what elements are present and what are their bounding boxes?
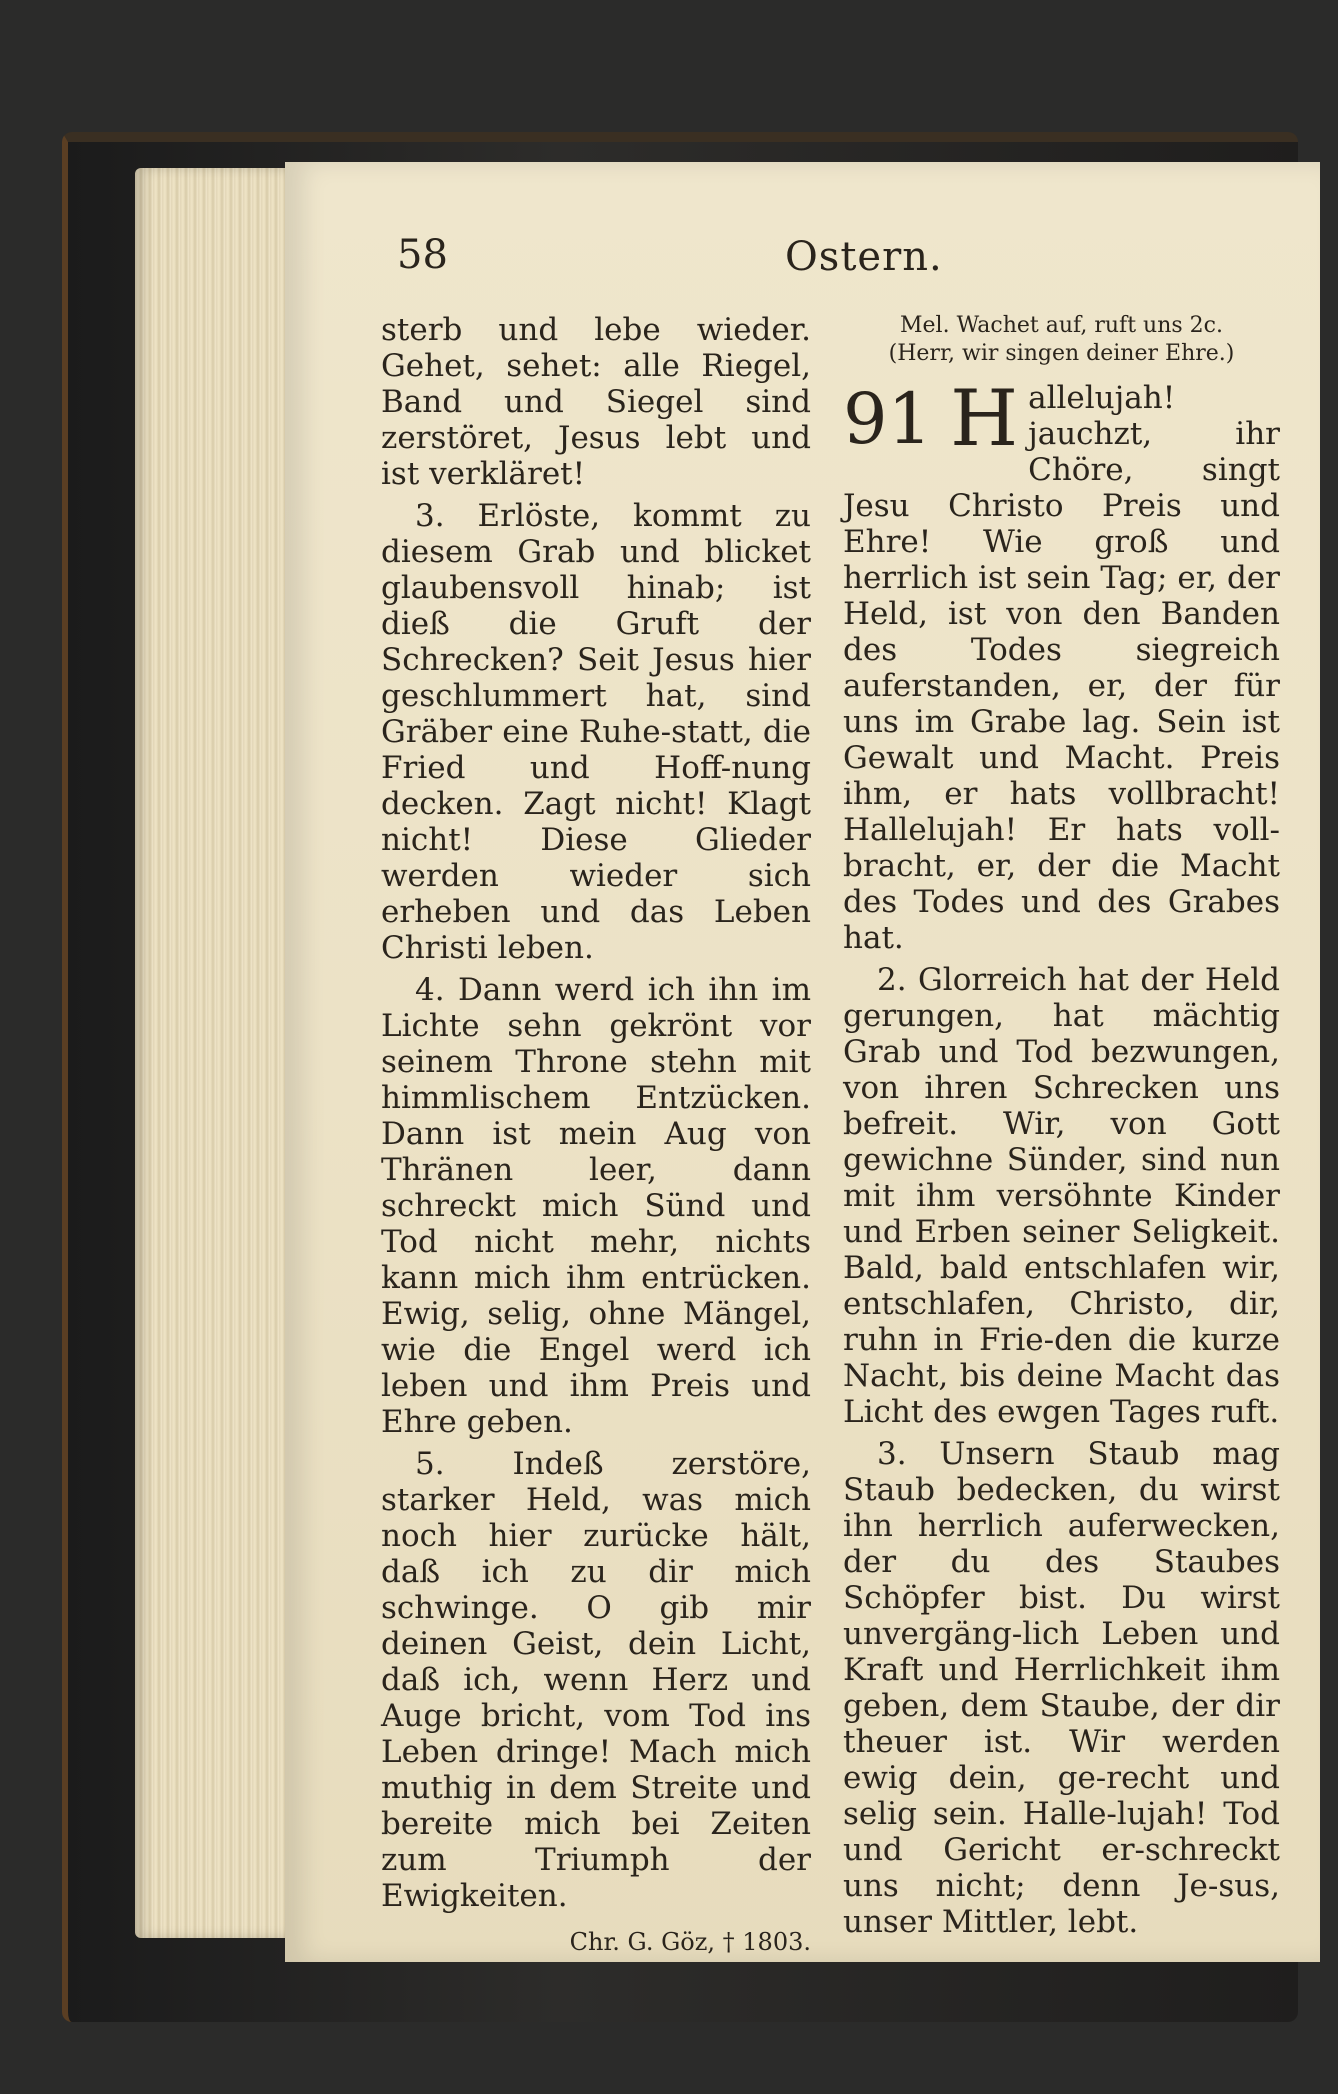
stanza-4: 4. Dann werd ich ihn im Lichte sehn gekrönt vor seinem Throne stehn mit himmlischem Entzücken. Dann ist mein Aug von Thränen leer, dann schreckt mich Sünd und Tod nicht mehr, nichts kann mich ihm entrücken. Ewig, selig, ohne Mängel, wie die Engel werd ich leben und ihm Preis und Ehre geben.	[381, 972, 811, 1440]
melody-line-2: (Herr, wir singen deiner Ehre.)	[888, 341, 1235, 366]
left-column	[381, 312, 811, 1960]
page-edges	[135, 168, 285, 1938]
drop-cap: H	[950, 374, 1019, 464]
hymn-number: 91	[843, 378, 933, 460]
hymn-stanza-1-text: allelujah! jauchzt, ihr Chöre, singt Jesu Christo Preis und Ehre! Wie groß und herrlich ist sein Tag; er, der Held, ist von den Banden des Todes siegreich auferstanden, er, der für uns im Grabe lag. Sein ist Gewalt und Macht. Preis ihm, er hats vollbracht! Hallelujah! Er hats voll-bracht, er, der die Macht des Todes und des Grabes hat.	[843, 380, 1280, 956]
right-column	[843, 312, 1280, 1946]
running-head: Ostern.	[785, 234, 943, 280]
continued-stanza: sterb und lebe wieder. Gehet, sehet: alle Riegel, Band und Siegel sind zerstöret, Jesus lebt und ist verkläret!	[381, 312, 811, 492]
melody-line-1: Mel. Wachet auf, ruft uns 2c.	[900, 313, 1223, 338]
page-number: 58	[397, 232, 448, 278]
stanza-3: 3. Erlöste, kommt zu diesem Grab und blicket glaubensvoll hinab; ist dieß die Gruft der Schrecken? Seit Jesus hier geschlummert hat, sind Gräber eine Ruhe-statt, die Fried und Hoff-nung decken. Zagt nicht! Klagt nicht! Diese Glieder werden wieder sich erheben und das Leben Christi leben.	[381, 498, 811, 966]
melody-note	[843, 312, 1280, 368]
stanza-5: 5. Indeß zerstöre, starker Held, was mich noch hier zurücke hält, daß ich zu dir mich schwinge. O gib mir deinen Geist, dein Licht, daß ich, wenn Herz und Auge bricht, vom Tod ins Leben dringe! Mach mich muthig in dem Streite und bereite mich bei Zeiten zum Triumph der Ewigkeiten.	[381, 1446, 811, 1914]
book-page	[285, 162, 1320, 1962]
author-attribution: Chr. G. Göz, † 1803.	[569, 1928, 811, 1956]
hymn-stanza-2: 2. Glorreich hat der Held gerungen, hat mächtig Grab und Tod bezwungen, von ihren Schrecken uns befreit. Wir, von Gott gewichne Sünder, sind nun mit ihm versöhnte Kinder und Erben seiner Seligkeit. Bald, bald entschlafen wir, entschlafen, Christo, dir, ruhn in Frie-den die kurze Nacht, bis deine Macht das Licht des ewgen Tages ruft.	[843, 962, 1280, 1430]
hymn-stanza-3: 3. Unsern Staub mag Staub bedecken, du wirst ihn herrlich auferwecken, der du des Staubes Schöpfer bist. Du wirst unvergäng-lich Leben und Kraft und Herrlichkeit ihm geben, dem Staube, der dir theuer ist. Wir werden ewig dein, ge-recht und selig sein. Halle-lujah! Tod und Gericht er-schreckt uns nicht; denn Je-sus, unser Mittler, lebt.	[843, 1436, 1280, 1940]
hymn-stanza-1	[843, 374, 1280, 956]
